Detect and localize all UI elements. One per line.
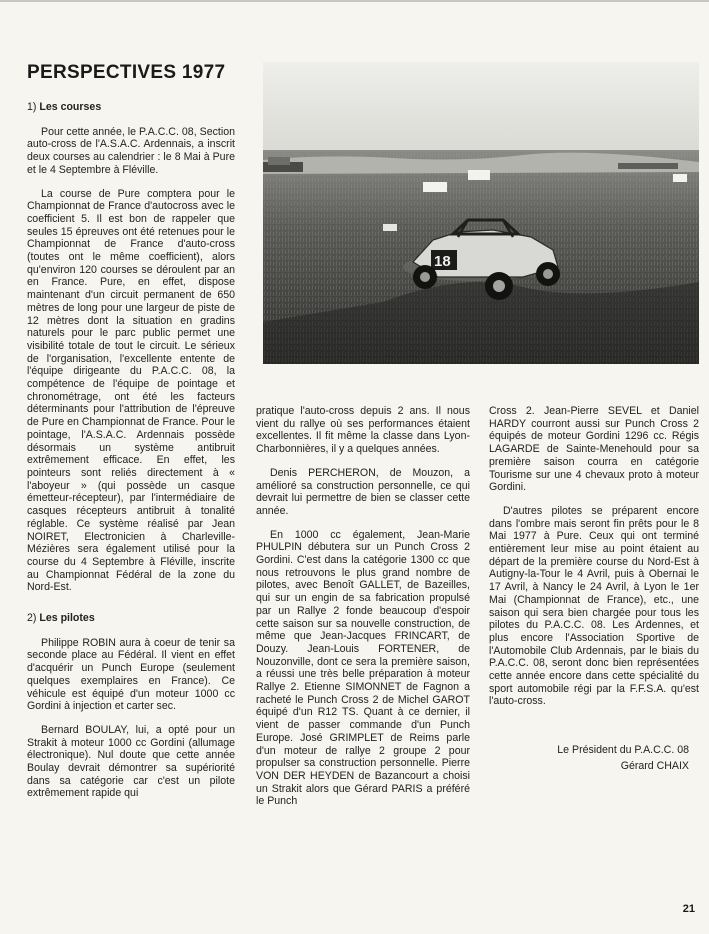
- paragraph: La course de Pure comptera pour le Championnat de France d'autocross avec le coefficient 5. Il est bon de rappeler que seules 15 épreuves ont été retenues pour le Championnat de France d'auto-cross (toutes ont le même coefficient), alors qu'environ 120 courses se déroulent par an en France. Pure, en effet, dispose maintenant d'un circuit permanent de 650 mètres de long pour une largeur de piste de 12 mètres dont la situation en gradins naturels pour le parc public permet une visibilité totale de tout le circuit. Le sérieux de l'organisation, l'excellente entente de l'équipe dirigeante du P.A.C.C. 08, la compétence de l'équipe de pointage et chronométrage, ont été les facteurs déterminants pour l'attribution de l'épreuve de Pure en Championnat de France. Pour le pointage, l'A.S.A.C. Ardennais possède désormais un système antibruit extrêmement efficace. En effet, les pointeurs sont reliés directement à « l'aboyeur » (qui possède un casque émetteur-récepteur), par l'intermédiaire de casques récepteurs antibruit à tonalité réglable. Ce système réalisé par Jean NOIRET, Electronicien à Charleville-Mézières sera également utilisé pour la course du 4 Septembre à Fléville, inscrite au Championnat Fédéral de la zone du Nord-Est.: [27, 187, 235, 594]
- signature-title: Le Président du P.A.C.C. 08: [557, 744, 689, 757]
- autocross-photo: [263, 62, 699, 364]
- paragraph: Denis PERCHERON, de Mouzon, a amélioré sa construction personnelle, ce qui devrait lui permettre de bien se classer cette année.: [256, 466, 470, 517]
- paragraph: Pour cette année, le P.A.C.C. 08, Section auto-cross de l'A.S.A.C. Ardennais, a inscrit deux courses au calendrier : le 8 Mai à Pure et le 4 Septembre à Fléville.: [27, 125, 235, 176]
- page-top-rule: [0, 0, 709, 2]
- section-heading-courses: [27, 101, 235, 114]
- paragraph: D'autres pilotes se préparent encore dans l'ombre mais seront fin prêts pour le 8 Mai 1977 à Pure. Ceux qui ont terminé entièrement leur mise au point étaient au départ de la première course du Nord-Est à Autigny-la-Tour le 4 Avril, puis à Obernai le 17 Avril, à Nancy le 24 Avril, à Lyon le 1er Mai (Championnat de France), etc., une saison qui sera bien chargée pour tous les pilotes du P.A.C.C. 08. Les Ardennes, et plus encore l'Association Sportive de l'Automobile Club Ardennais, par le biais du P.A.C.C. 08, seront donc bien représentées cette année encore dans cette spécialité du sport automobile régi par la F.F.S.A. qu'est l'auto-cross.: [489, 504, 699, 708]
- column-1: [27, 101, 235, 811]
- paragraph: pratique l'auto-cross depuis 2 ans. Il nous vient du rallye où ses performances étaient excellentes. Il fit même la classe dans Lyon-Charbonnières, il y a quelques années.: [256, 405, 470, 456]
- section-label: Les courses: [39, 101, 102, 113]
- section-heading-pilotes: [27, 612, 235, 625]
- car-number: 18: [434, 253, 451, 270]
- signature-block: [489, 742, 699, 774]
- photo-illustration: [263, 62, 699, 364]
- paragraph: Cross 2. Jean-Pierre SEVEL et Daniel HARDY courront aussi sur Punch Cross 2 équipés de moteur Gordini 1296 cc. Régis LAGARDE de Sainte-Menehould pour sa première saison courra en catégorie Tourisme sur une 4 chevaux proto à moteur Gordini.: [489, 405, 699, 494]
- page-number: 21: [682, 903, 695, 915]
- section-number: 1): [27, 101, 37, 113]
- column-2: [256, 405, 470, 819]
- column-3: [489, 405, 699, 774]
- paragraph: Philippe ROBIN aura à coeur de tenir sa seconde place au Fédéral. Il vient en effet d'acquérir un Punch Europe (seulement quelques exemplaires en France). Ce véhicule est équipé d'un moteur 1000 cc Gordini à injection et carter sec.: [27, 636, 235, 713]
- section-label: Les pilotes: [39, 612, 95, 625]
- paragraph: En 1000 cc également, Jean-Marie PHULPIN débutera sur un Punch Cross 2 Gordini. C'est dans la catégorie 1300 cc que nous retrouvons le plus grand nombre de pilotes, avec Benoît GALLET, de Bazeilles, qui sur un engin de sa fabrication propulsé par un Rallye 2 fonde beaucoup d'espoir cette saison sur sa nouvelle construction, de même que Jean-Jacques FRINCART, de Douzy. Jean-Louis FORTENER, de Nouzonville, dont ce sera la première saison, a réussi une très belle préparation à moteur Rallye 2. Etienne SIMONNET de Fagnon a racheté le Punch Cross 2 de Michel GAROT équipé d'un R12 TS. Quant à ce dernier, il vient de passer commande d'un Punch Europe. José GRIMPLET de Reims parle d'un moteur de rallye 2 groupe 2 pour propulser sa construction personnelle. Pierre VON DER HEYDEN de Bazancourt a choisi un Strakit alors que Gérard PARIS a préféré le Punch: [256, 528, 470, 808]
- article-title: PERSPECTIVES 1977: [27, 62, 226, 83]
- signature-name: Gérard CHAIX: [620, 760, 689, 773]
- sky: [263, 62, 699, 157]
- section-number: 2): [27, 612, 37, 625]
- paragraph: Bernard BOULAY, lui, a opté pour un Strakit à moteur 1000 cc Gordini (allumage électronique). Nul doute que cette année Boulay devrait démontrer sa supériorité dans sa catégorie car c'est un pilote extrêmement rapide qui: [27, 723, 235, 800]
